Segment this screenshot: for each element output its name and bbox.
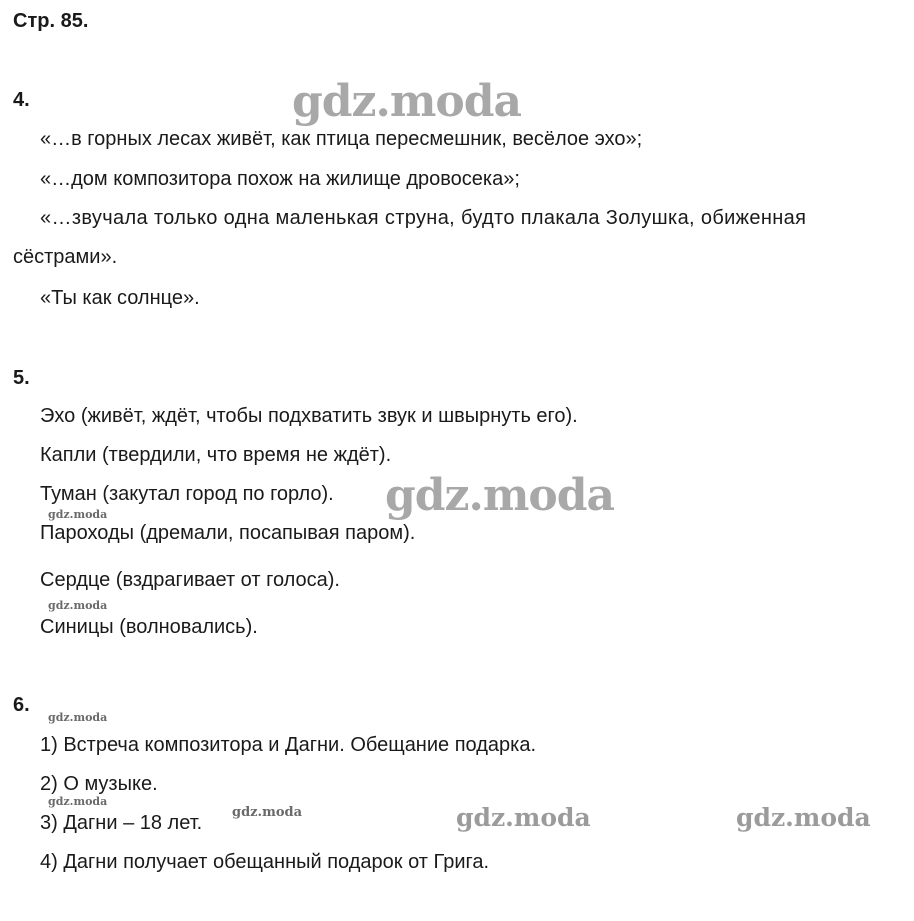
watermark-small: gdz.moda [48, 599, 108, 612]
task-5-line-3: Туман (закутал город по горло). [40, 483, 334, 505]
task-4-line-1: «…в горных лесах живёт, как птица пересмешник, весёлое эхо»; [40, 128, 643, 150]
task-4-line-3: «…звучала только одна маленькая струна, будто плакала Золушка, обиженная [40, 207, 807, 229]
task-6-line-4: 4) Дагни получает обещанный подарок от Грига. [40, 851, 490, 873]
task-5-line-1: Эхо (живёт, ждёт, чтобы подхватить звук и швырнуть его). [40, 405, 578, 427]
watermark-logo: gdz.moda [736, 803, 871, 832]
task-6-line-1: 1) Встреча композитора и Дагни. Обещание подарка. [40, 734, 537, 756]
page-title: Стр. 85. [13, 10, 89, 32]
watermark-small: gdz.moda [48, 711, 108, 724]
task-6-line-3: 3) Дагни – 18 лет. [40, 812, 203, 834]
task-4-line-5: «Ты как солнце». [40, 287, 200, 309]
task-4-line-4: сёстрами». [13, 246, 118, 268]
watermark-small: gdz.moda [48, 795, 108, 808]
watermark-logo: gdz.moda [456, 803, 591, 832]
task-5-line-5: Сердце (вздрагивает от голоса). [40, 569, 340, 591]
task-6-line-2: 2) О музыке. [40, 773, 158, 795]
task-5-line-4: Пароходы (дремали, посапывая паром). [40, 522, 416, 544]
task-4-number: 4. [13, 89, 30, 111]
watermark-small: gdz.moda [232, 805, 303, 820]
watermark-logo: gdz.moda [292, 76, 522, 127]
task-5-line-6: Синицы (волновались). [40, 616, 258, 638]
task-4-line-2: «…дом композитора похож на жилище дровосека»; [40, 168, 520, 190]
watermark-logo: gdz.moda [385, 470, 615, 521]
task-5-line-2: Капли (твердили, что время не ждёт). [40, 444, 392, 466]
task-6-number: 6. [13, 694, 30, 716]
watermark-small: gdz.moda [48, 508, 108, 521]
task-5-number: 5. [13, 367, 30, 389]
